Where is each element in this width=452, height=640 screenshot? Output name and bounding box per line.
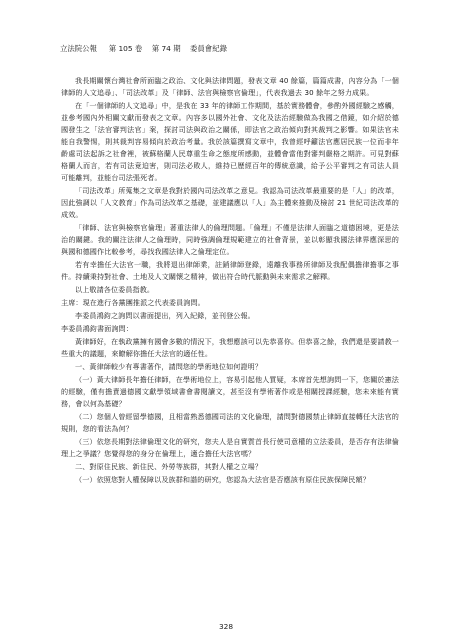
page-header [60,44,400,54]
inquiry-question-1-3: （三）依您長期對法律倫理文化的研究，您夫人是自實質首長行使司意權的立法委員，是否存有法律倫理上之爭議？您覺得您的身分在倫理上，適合擔任大法官嗎？ [61,437,399,458]
inquiry-intro: 黃律師好，在執政黨擁有國會多數的情況下，我想應該可以先恭喜你。但恭喜之餘，我們還是要請教一些重大的議題，來瞭解你擔任大法官的適任性。 [61,337,399,358]
volume-number: 第 105 卷 [108,44,143,53]
written-inquiry-heading: 李委員鴻鈞書面詢問： [61,324,133,333]
statement-paragraph-5: 若有幸擔任大法官一職，我將退出律師業，註銷律師登錄，遠離我事務所律師及我配偶擔律擔事之事件。持續秉持對社會、土地及人文關懷之精神，做出符合時代脈動與未來需求之解釋。 [61,260,399,281]
statement-paragraph-4: 「律師、法官與檢察官倫理」著重法律人的倫理問題。「倫理」不僅是法律人面臨之道德困境，更是法治的關鍵。我的關注法律人之倫理時，同時強調倫理規範建立的社會背景，並以彰顯我國法律界應深思的與國和德國作比較參考，尋找我國法律人之倫理定位。 [61,223,399,256]
document-body [61,75,399,487]
publication-name: 立法院公報 [60,44,97,53]
chair-announcement: 主席：現在進行各黨團推派之代表委員詢問。 [61,298,205,307]
inquiry-question-2-1: （一）依照您對人權保障以及族群和諧的研究，您認為大法官是否應該有原住民族保障民額？ [75,475,370,484]
page-number: 328 [218,622,234,631]
statement-paragraph-1: 我長期關懷台灣社會所面臨之政治、文化與法律問題，發表文章 40 餘篇，篇篇成書，內容分為「一個律師的人文追尋」、「司法改革」及「律師、法官與檢察官倫理」，代表我過去 30 餘年之努力成果。 [61,76,399,97]
statement-paragraph-2: 在「一個律師的人文追尋」中，是我在 33 年的律師工作期間，基於實務體會，參酌外國經驗之感觸，並參考國內外相關文獻而發表之文章。內容多以國外社會、文化及法治經驗做為我國之借鏡，如介紹於德國發生之「法官審判法官」案，探討司法與政治之關係，即法官之政治傾向對其裁判之影響。如果法官未能自我警惕，則其裁判容易傾向於政治考量。我於該篇撰寫文章中，我曾經呼籲法官應居民族一位而非年齡處司法起訴之社會裡，被蘇格蘭人民尊重生命之態度所感動，並體會當他對審判嚴格之期許。可見對蘇格蘭人而言，若有司法竟迫害，則司法必敗人，維持已歷經百年的傳統意識，給予公平審判之有司法人員可能離判，並能台司法張死者。 [61,101,399,182]
inquiry-question-2: 二、對原住民族、新住民、外勞等族群，其對人權之立場？ [75,462,263,471]
inquiry-question-1-1: （一）黃大律師長年擔任律師，在學術地位上，容易引起他人質疑，本席首先想詢問一下，您關於憲法的經驗，僅有擔責過德國文獻學領域書會書閱讀文，甚至沒有學術著作或是相關授課經驗，您未來能有實務，會以何為基礎？ [61,375,399,408]
inquiry-question-1: 一、黃律師較少有專書著作，請問您的學術地位如何證明？ [75,362,263,371]
statement-paragraph-3: 「司法改革」所蒐集之文章是我對於國內司法改革之意見。我認為司法改革最重要的是「人」的改革，因此強調以「人文教育」作為司法改革之基礎，並建議應以「人」為主體來推動及檢討 21 世紀司法改革的成效。 [61,186,399,219]
statement-closing: 以上敬請各位委員指教。 [75,285,155,294]
issue-number: 第 74 期 [151,44,181,53]
inquiry-question-1-2: （二）您個人曾經留學德國，且相當熟悉德國司法的文化倫理，請問對德國禁止律師直接轉任大法官的規則，您的看法為何？ [61,412,399,433]
written-inquiry-note: 李委員鴻鈞之詢問以書面提出，列入紀錄，並刊登公報。 [75,311,255,320]
section-name: 委員會紀錄 [190,44,227,53]
